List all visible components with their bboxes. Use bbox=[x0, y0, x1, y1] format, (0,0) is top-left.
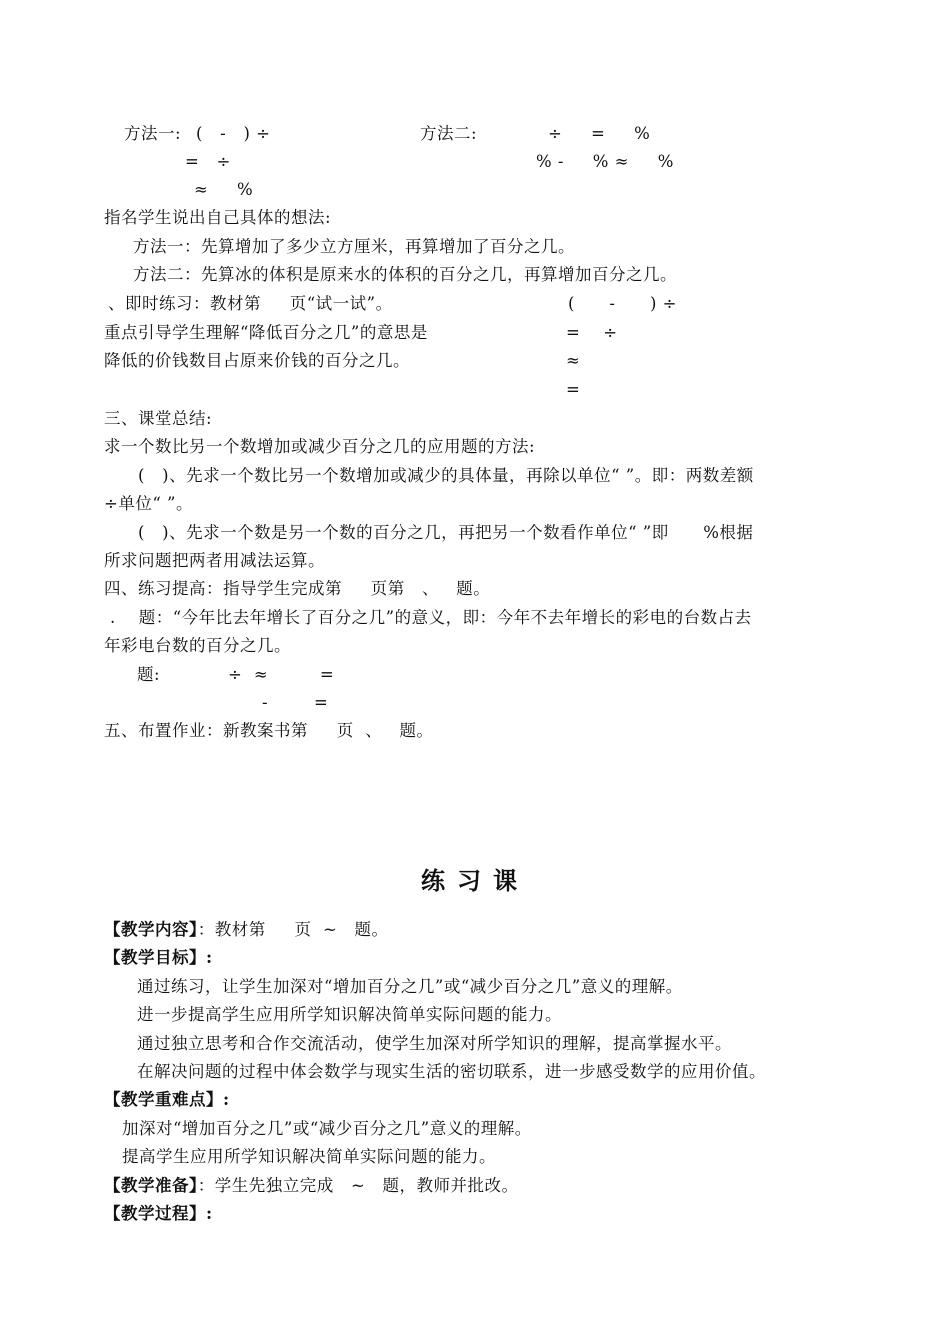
summary-point1-line2: ÷单位“ ”。 bbox=[104, 494, 193, 513]
prep-label: 【教学准备】 bbox=[104, 1176, 198, 1195]
practice-lesson-title: 练习课 bbox=[421, 866, 529, 895]
method2-label: 方法二: bbox=[420, 124, 478, 143]
key-points-label: 【教学重难点】 bbox=[104, 1090, 223, 1109]
practice-expression-4: = bbox=[566, 380, 581, 399]
method1-step3: ≈ % bbox=[194, 180, 254, 199]
process-label: 【教学过程】 bbox=[104, 1204, 206, 1223]
goal-item: 通过练习，让学生加深对“增加百分之几”或“减少百分之几”意义的理解。 bbox=[137, 977, 683, 996]
ask-students-line: 指名学生说出自己具体的想法: bbox=[104, 208, 332, 227]
method1-explanation: 方法一：先算增加了多少立方厘米，再算增加了百分之几。 bbox=[133, 237, 575, 256]
practice-line: 、即时练习：教材第 页“试一试”。 bbox=[108, 294, 393, 313]
item-line-c-label: 题: bbox=[137, 665, 161, 684]
goals-colon: : bbox=[206, 948, 213, 967]
prep-text: ：学生先独立完成 ~ 题，教师并批改。 bbox=[197, 1176, 519, 1195]
practice-expression-1: ( - ) ÷ bbox=[568, 294, 677, 313]
method1-expression: ( - ) ÷ bbox=[196, 124, 271, 143]
item-line-b: 年彩电台数的百分之几。 bbox=[104, 636, 291, 655]
method2-expression: ÷ = % bbox=[548, 124, 651, 143]
summary-point2-line2: 所求问题把两者用减法运算。 bbox=[104, 551, 325, 570]
content-label: 【教学内容】 bbox=[104, 920, 198, 939]
method1-label: 方法一: bbox=[124, 124, 182, 143]
summary-point1-line1: ( )、先求一个数比另一个数增加或减少的具体量，再除以单位“ ”。即：两数差额 bbox=[138, 466, 754, 485]
practice-expression-2: = ÷ bbox=[566, 323, 618, 342]
content-text: ：教材第 页 ~ 题。 bbox=[197, 920, 389, 939]
goal-item: 进一步提高学生应用所学知识解决简单实际问题的能力。 bbox=[137, 1005, 562, 1024]
practice-expression-3: ≈ bbox=[566, 351, 581, 370]
item-line-c-expression: ÷ ≈ = bbox=[228, 665, 335, 684]
goal-item: 在解决问题的过程中体会数学与现实生活的密切联系，进一步感受数学的应用价值。 bbox=[137, 1062, 766, 1081]
key-point-item: 加深对“增加百分之几”或“减少百分之几”意义的理解。 bbox=[122, 1119, 532, 1138]
practice-heading: 四、练习提高：指导学生完成第 页第 、 题。 bbox=[104, 579, 491, 598]
goal-item: 通过独立思考和合作交流活动，使学生加深对所学知识的理解，提高掌握水平。 bbox=[137, 1034, 732, 1053]
goals-label: 【教学目标】 bbox=[104, 948, 206, 967]
process-line bbox=[104, 1204, 213, 1224]
homework-line: 五、布置作业：新教案书第 页 、 题。 bbox=[104, 721, 434, 740]
content-line bbox=[104, 920, 389, 940]
item-line-a: . 题：“今年比去年增长了百分之几”的意义，即：今年不去年增长的彩电的台数占去 bbox=[110, 608, 752, 627]
goals-line bbox=[104, 948, 213, 968]
reduce-line: 降低的价钱数目占原来价钱的百分之几。 bbox=[104, 351, 410, 370]
method2-explanation: 方法二：先算冰的体积是原来水的体积的百分之几，再算增加百分之几。 bbox=[133, 265, 677, 284]
prep-line bbox=[104, 1176, 519, 1196]
guide-line: 重点引导学生理解“降低百分之几”的意思是 bbox=[104, 323, 428, 342]
key-points-colon: : bbox=[223, 1090, 230, 1109]
item-line-d-expression: - = bbox=[262, 693, 329, 712]
key-point-item: 提高学生应用所学知识解决简单实际问题的能力。 bbox=[122, 1147, 496, 1166]
summary-heading: 三、课堂总结: bbox=[104, 409, 213, 428]
summary-point2-line1: ( )、先求一个数是另一个数的百分之几，再把另一个数看作单位“ ”即 %根据 bbox=[138, 523, 754, 542]
summary-intro: 求一个数比另一个数增加或减少百分之几的应用题的方法: bbox=[104, 437, 536, 456]
key-points-line bbox=[104, 1090, 230, 1110]
method2-step2: % - % ≈ % bbox=[536, 152, 674, 171]
method1-step2: = ÷ bbox=[185, 152, 231, 171]
process-colon: : bbox=[206, 1204, 213, 1223]
